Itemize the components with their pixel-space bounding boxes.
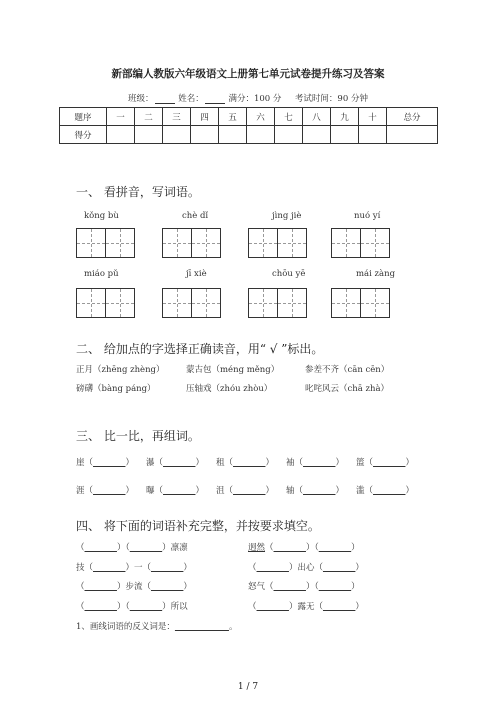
writing-grid[interactable] [76,228,135,258]
page-number: 1 / 7 [237,682,259,692]
pinyin-label: miáo pǔ [84,269,119,279]
score-table-score-row [60,126,438,144]
score-header-cell: 一 [107,108,135,126]
exam-info [0,92,496,104]
compare-item: 涯（ ） [76,486,134,496]
compare-item: 租（ ） [216,458,274,468]
score-cell[interactable] [107,126,135,144]
fill-word: 迥然（ ）（ ） [248,543,360,553]
reading-choice[interactable]: 正月（zhēng zhèng） [76,365,165,375]
score-cell[interactable] [135,126,163,144]
writing-grid[interactable] [248,228,307,258]
compare-item: 篮（ ） [356,458,414,468]
section4-heading: 四、 将下面的词语补充完整，并按要求填空。 [76,519,320,533]
fill-word: （ ）步流（ ） [76,582,192,592]
score-cell[interactable] [303,126,331,144]
pinyin-label: kǒng bù [84,211,119,221]
pinyin-label: chè dǐ [182,211,209,221]
compare-item: 轴（ ） [286,486,344,496]
fill-word: （ ）露无（ ） [248,602,364,612]
compare-item: 袖（ ） [286,458,344,468]
writing-grid[interactable] [162,288,221,318]
pinyin-label: jìng jiè [272,211,302,221]
reading-choice[interactable]: 叱咤风云（chā zhà） [305,384,390,394]
pinyin-label: mái zàng [356,269,396,279]
compare-item: 瀑（ ） [146,458,204,468]
compare-item: 滥（ ） [356,486,414,496]
score-header-cell: 五 [219,108,247,126]
fill-word: 怒气（ ）（ ） [248,582,360,592]
name-label: 姓名： [178,94,204,104]
writing-grid[interactable] [331,228,390,258]
fill-word: （ ）（ ）所以 [76,602,188,612]
compare-item: 崖（ ） [76,458,134,468]
score-header-cell: 二 [135,108,163,126]
score-header-cell: 三 [163,108,191,126]
compare-item: 曝（ ） [146,486,204,496]
score-header-cell: 七 [275,108,303,126]
score-row-label: 得分 [60,126,107,144]
reading-choice[interactable]: 磅礴（bàng páng） [76,384,156,394]
writing-grid[interactable] [331,288,390,318]
fill-word: （ ）（ ）凛凛 [76,543,188,553]
pinyin-label: nuó yí [354,211,381,221]
fill-word: 技（ ）一（ ） [76,563,192,573]
score-cell[interactable] [247,126,275,144]
score-table [59,107,438,144]
compare-item: 沮（ ） [216,486,274,496]
name-blank [205,95,225,104]
reading-choice[interactable]: 压轴戏（zhóu zhòu） [186,384,273,394]
score-cell[interactable] [219,126,247,144]
score-header-cell: 四 [191,108,219,126]
writing-grid[interactable] [162,228,221,258]
class-label: 班级： [128,94,154,104]
writing-grid[interactable] [76,288,135,318]
question-1: 1、画线词语的反义词是： 。 [76,622,238,632]
class-blank [155,95,175,104]
section1-heading: 一、 看拼音，写词语。 [76,185,200,199]
document-title: 新部编人教版六年级语文上册第七单元试卷提升练习及答案 [111,68,385,80]
score-header-cell: 十 [359,108,387,126]
score-header-cell: 八 [303,108,331,126]
section2-heading: 二、 给加点的字选择正确读音，用“ √ ”标出。 [76,342,324,356]
reading-choice[interactable]: 参差不齐（cān cēn） [305,365,390,375]
score-cell[interactable] [163,126,191,144]
score-header-cell: 总分 [387,108,438,126]
writing-grid[interactable] [248,288,307,318]
score-header-cell: 六 [247,108,275,126]
score-header-cell: 题序 [60,108,107,126]
pinyin-label: chōu yē [272,269,306,279]
time-label: 考试时间：90 分钟 [294,94,368,104]
pinyin-label: jī xiè [186,269,207,279]
score-cell[interactable] [191,126,219,144]
score-header-cell: 九 [331,108,359,126]
reading-choice[interactable]: 蒙古包（méng měng） [186,365,280,375]
score-table-header-row [60,108,438,126]
fill-word: （ ）出心（ ） [248,563,364,573]
score-cell[interactable] [331,126,359,144]
score-cell[interactable] [275,126,303,144]
section3-heading: 三、 比一比，再组词。 [76,429,200,443]
score-cell[interactable] [359,126,387,144]
score-label: 满分：100 分 [228,94,282,104]
score-cell[interactable] [387,126,438,144]
